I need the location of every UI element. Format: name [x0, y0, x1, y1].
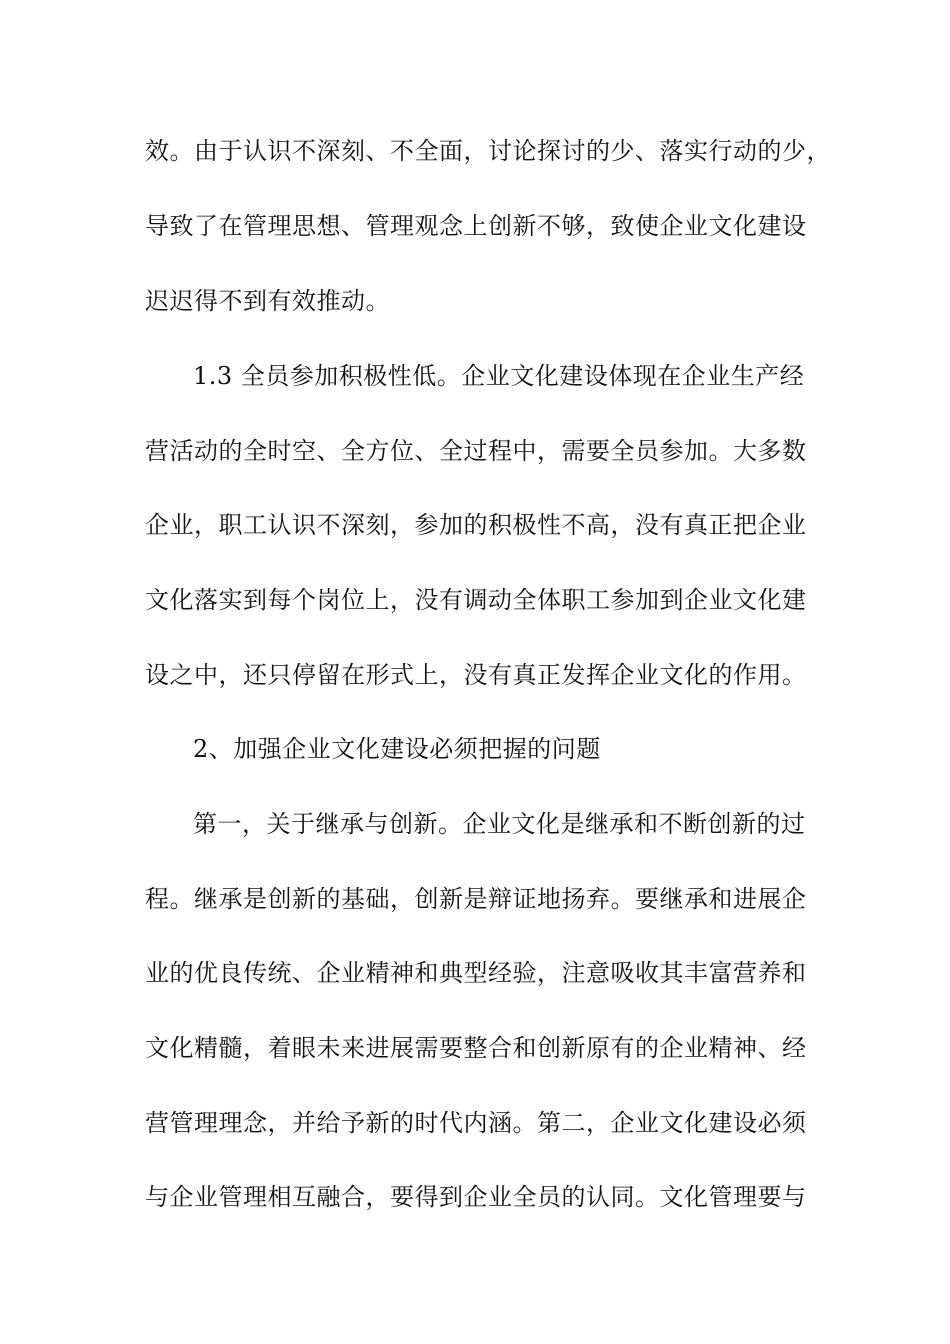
- text-line: 效。由于认识不深刻、不全面，讨论探讨的少、落实行动的少，: [145, 137, 831, 165]
- text-line: 营管理理念，并给予新的时代内涵。第二，企业文化建设必须: [145, 1109, 807, 1137]
- text-line: 设之中，还只停留在形式上，没有真正发挥企业文化的作用。: [145, 661, 807, 689]
- text-line: 迟迟得不到有效推动。: [145, 287, 390, 315]
- text-line: 文化落实到每个岗位上，没有调动全体职工参加到企业文化建: [145, 586, 807, 614]
- text-line: 营活动的全时空、全方位、全过程中，需要全员参加。大多数: [145, 437, 807, 465]
- text-line: 与企业管理相互融合，要得到企业全员的认同。文化管理要与: [145, 1183, 807, 1211]
- text-line: 企业，职工认识不深刻，参加的积极性不高，没有真正把企业: [145, 511, 807, 539]
- text-line: 程。继承是创新的基础，创新是辩证地扬弃。要继承和进展企: [145, 885, 807, 913]
- text-line: 业的优良传统、企业精神和典型经验，注意吸收其丰富营养和: [145, 959, 807, 987]
- section-heading: 2、加强企业文化建设必须把握的问题: [193, 735, 601, 763]
- section-heading-line: 1.3 全员参加积极性低。企业文化建设体现在企业生产经: [193, 362, 805, 390]
- text-line: 文化精髓，着眼未来进展需要整合和创新原有的企业精神、经: [145, 1034, 807, 1062]
- text-line: 导致了在管理思想、管理观念上创新不够，致使企业文化建设: [145, 212, 807, 240]
- paragraph-start-line: 第一，关于继承与创新。企业文化是继承和不断创新的过: [193, 810, 806, 838]
